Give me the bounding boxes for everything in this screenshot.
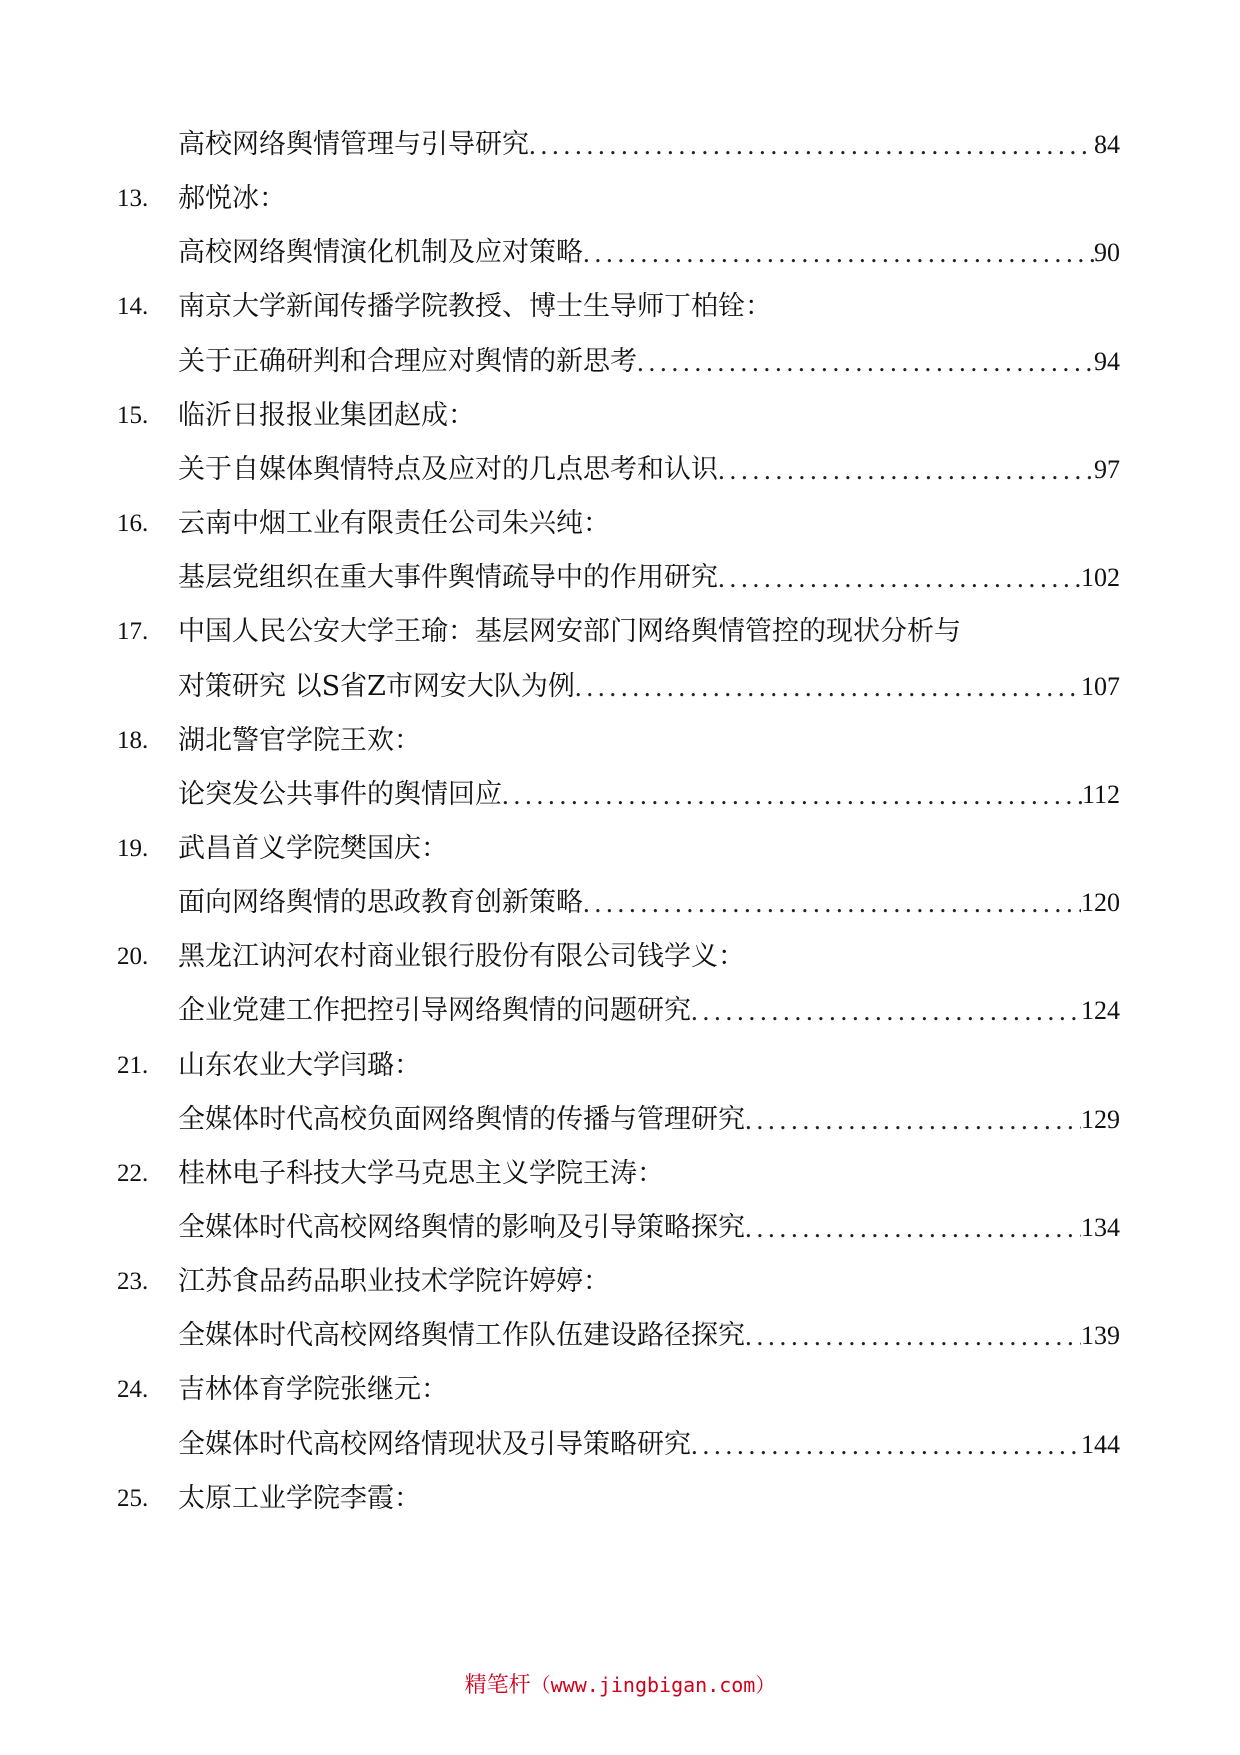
toc-author: 黑龙江讷河农村商业银行股份有限公司钱学义： <box>178 941 745 973</box>
toc-entry-title: 全媒体时代高校网络舆情工作队伍建设路径探究 <box>178 1320 745 1352</box>
toc-entry-title: 全媒体时代高校负面网络舆情的传播与管理研究 <box>178 1103 745 1135</box>
toc-item-number: 19. <box>117 834 149 862</box>
toc-page-number: 120 <box>1081 888 1120 918</box>
toc-author-line <box>0 599 1240 649</box>
toc-entry[interactable] <box>178 1428 1120 1462</box>
dot-leader <box>583 886 1081 920</box>
toc-item-number: 24. <box>117 1376 149 1404</box>
toc-entry-title: 关于自媒体舆情特点及应对的几点思考和认识 <box>178 453 718 485</box>
toc-author-line <box>0 1249 1240 1299</box>
toc-author-line <box>0 1141 1240 1191</box>
toc-entry-line <box>0 1087 1240 1137</box>
toc-author-line <box>0 383 1240 433</box>
toc-entry-title: 全媒体时代高校网络舆情的影响及引导策略探究 <box>178 1212 745 1243</box>
footer-url[interactable]: （www.jingbigan.com） <box>530 1673 776 1697</box>
toc-page-number: 144 <box>1081 1429 1120 1459</box>
footer-brand: 精笔杆 <box>464 1673 531 1698</box>
toc-entry-line <box>0 545 1240 595</box>
toc-entry-title: 企业党建工作把控引导网络舆情的问题研究 <box>178 995 691 1027</box>
toc-entry-title: 高校网络舆情演化机制及应对策略 <box>178 237 583 269</box>
toc-item-number: 17. <box>117 618 149 646</box>
toc-page-number: 139 <box>1081 1321 1120 1351</box>
toc-entry-title: 对策研究 以S省Z市网安大队为例 <box>178 670 575 702</box>
toc-entry[interactable] <box>178 236 1120 270</box>
toc-entry-title: 高校网络舆情管理与引导研究 <box>178 129 529 160</box>
toc-entry[interactable] <box>178 886 1120 920</box>
toc-entry-line <box>0 1195 1240 1245</box>
toc-entry-line <box>0 220 1240 270</box>
toc-author-line <box>0 1357 1240 1407</box>
toc-author: 郝悦冰： <box>178 183 286 215</box>
toc-entry-line <box>0 870 1240 920</box>
toc-item-number: 15. <box>117 401 149 429</box>
toc-author: 江苏食品药品职业技术学院许婷婷： <box>178 1266 610 1298</box>
dot-leader <box>575 670 1081 704</box>
toc-author-line <box>0 166 1240 216</box>
toc-page-number: 107 <box>1081 671 1120 701</box>
toc-item-number: 18. <box>117 726 149 754</box>
toc-item-number: 21. <box>117 1051 149 1079</box>
toc-entry-title: 面向网络舆情的思政教育创新策略 <box>178 887 583 919</box>
toc-author-line <box>0 1466 1240 1516</box>
dot-leader <box>637 345 1094 379</box>
toc-author: 武昌首义学院樊国庆： <box>178 832 448 864</box>
toc-author-line <box>0 491 1240 541</box>
dot-leader <box>718 453 1094 487</box>
toc-item-number: 14. <box>117 293 149 321</box>
toc-entry-line <box>0 762 1240 812</box>
toc-author-line <box>0 708 1240 758</box>
toc-entry-line <box>0 978 1240 1028</box>
dot-leader <box>745 1319 1081 1353</box>
dot-leader <box>691 994 1081 1028</box>
toc-entry[interactable] <box>178 1211 1120 1245</box>
toc-author: 吉林体育学院张继元： <box>178 1374 448 1406</box>
toc-entry-title: 论突发公共事件的舆情回应 <box>178 778 502 810</box>
toc-author-line <box>0 1033 1240 1083</box>
toc-page-number: 129 <box>1081 1104 1120 1134</box>
toc-page-number: 102 <box>1081 563 1120 593</box>
toc-item-number: 23. <box>117 1268 149 1296</box>
toc-entry[interactable] <box>178 1103 1120 1137</box>
dot-leader <box>745 1103 1081 1137</box>
toc-author-line <box>0 924 1240 974</box>
toc-item-number: 25. <box>117 1484 149 1512</box>
dot-leader <box>583 236 1094 270</box>
toc-page-number: 90 <box>1094 238 1120 268</box>
toc-entry[interactable] <box>178 1319 1120 1353</box>
toc-entry-line <box>0 329 1240 379</box>
toc-author: 山东农业大学闫璐： <box>178 1049 421 1081</box>
toc-entry-line <box>0 112 1240 162</box>
toc-entry[interactable] <box>178 670 1120 704</box>
toc-entry[interactable] <box>178 561 1120 595</box>
toc-entry-line <box>0 1412 1240 1462</box>
toc-entry-title: 关于正确研判和合理应对舆情的新思考 <box>178 345 637 377</box>
dot-leader <box>718 561 1081 595</box>
toc-item-number: 20. <box>117 943 149 971</box>
toc-entry[interactable] <box>178 778 1120 812</box>
toc-entry-line <box>0 654 1240 704</box>
toc-page-number: 112 <box>1081 779 1120 809</box>
toc-item-number: 13. <box>117 185 149 213</box>
toc-entry-title: 基层党组织在重大事件舆情疏导中的作用研究 <box>178 562 718 594</box>
toc-author: 南京大学新闻传播学院教授、博士生导师丁柏铨： <box>178 291 772 323</box>
toc-item-number: 22. <box>117 1159 149 1187</box>
toc-entry[interactable] <box>178 453 1120 487</box>
toc-entry[interactable] <box>178 345 1120 379</box>
toc-entry[interactable] <box>178 128 1120 162</box>
dot-leader <box>745 1211 1081 1245</box>
toc-page-number: 84 <box>1094 130 1120 159</box>
toc-item-number: 16. <box>117 510 149 538</box>
toc-author: 太原工业学院李霞： <box>178 1482 421 1514</box>
dot-leader <box>691 1428 1081 1462</box>
toc-entry-line <box>0 437 1240 487</box>
toc-author: 湖北警官学院王欢： <box>178 724 421 756</box>
toc-page-number: 94 <box>1094 346 1120 376</box>
toc-page-number: 134 <box>1081 1213 1120 1242</box>
footer-watermark[interactable] <box>0 1668 1240 1699</box>
toc-author: 中国人民公安大学王瑜：基层网安部门网络舆情管控的现状分析与 <box>178 616 961 648</box>
dot-leader <box>529 128 1094 162</box>
toc-entry-line <box>0 1303 1240 1353</box>
toc-author: 桂林电子科技大学马克思主义学院王涛： <box>178 1157 664 1189</box>
toc-page-number: 97 <box>1094 454 1120 484</box>
dot-leader <box>502 778 1082 812</box>
toc-author: 临沂日报报业集团赵成： <box>178 399 475 431</box>
toc-author: 云南中烟工业有限责任公司朱兴纯： <box>178 508 610 540</box>
toc-author-line <box>0 816 1240 866</box>
toc-author-line <box>0 274 1240 324</box>
toc-entry-title: 全媒体时代高校网络情现状及引导策略研究 <box>178 1428 691 1460</box>
toc-page-number: 124 <box>1081 996 1120 1026</box>
toc-entry[interactable] <box>178 994 1120 1028</box>
